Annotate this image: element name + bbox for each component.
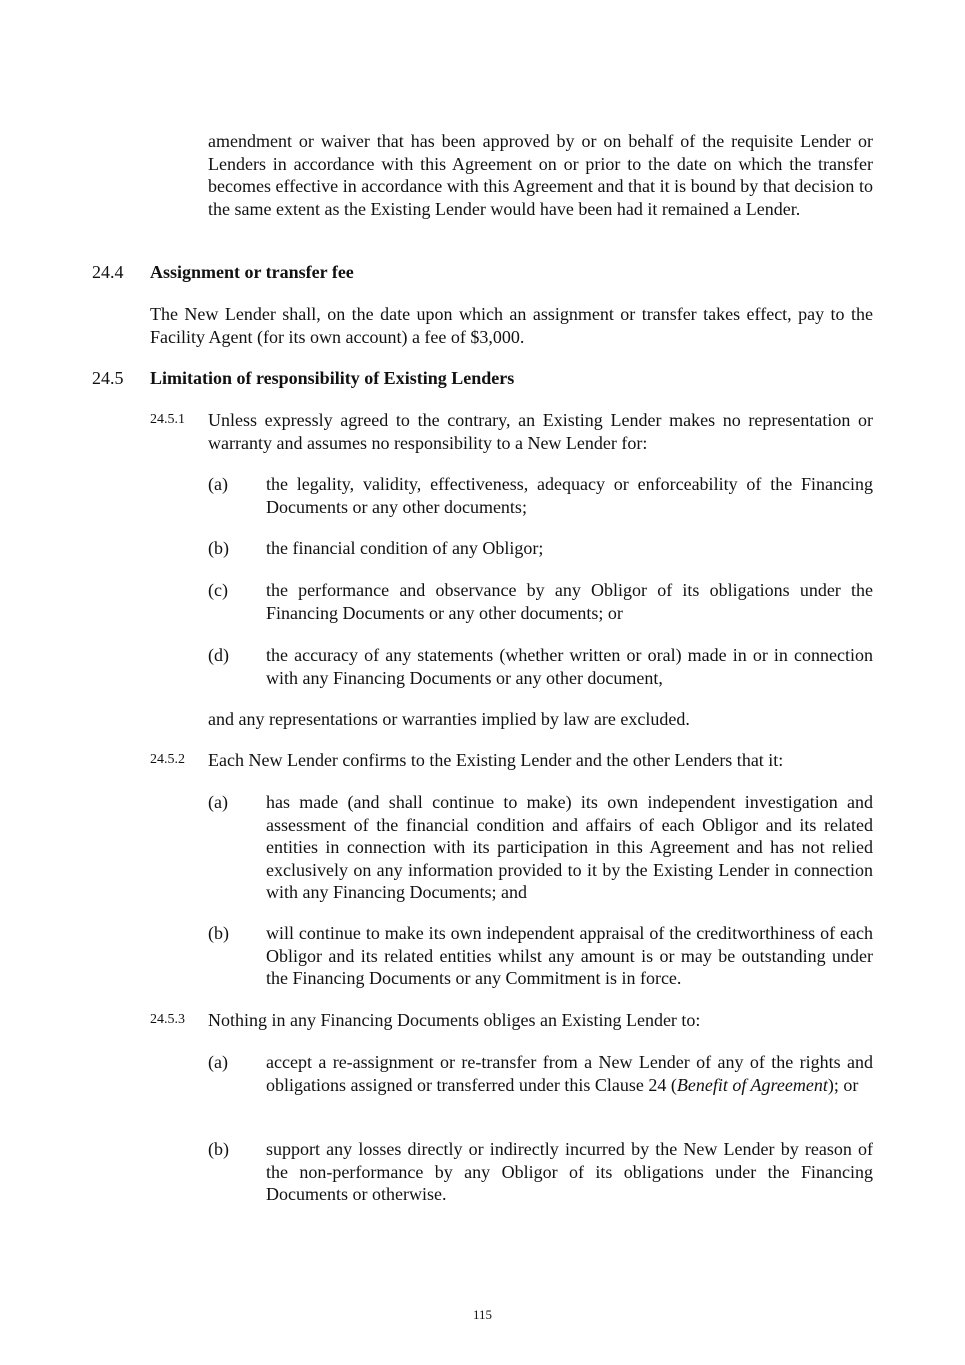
clause-24-4-number: 24.4 xyxy=(92,262,124,282)
list-item-text: the performance and observance by any Obligor of its obligations under the Financing Documents or any other documents; or xyxy=(266,580,873,623)
clause-24-5-1-text: Unless expressly agreed to the contrary, an Existing Lender makes no representation or warranty and assumes no responsibility to a New Lender for: xyxy=(208,410,873,453)
list-item-label: (a) xyxy=(208,1052,228,1072)
list-item-label: (b) xyxy=(208,538,229,558)
clause-24-5-number: 24.5 xyxy=(92,368,124,388)
list-item-text: the legality, validity, effectiveness, adequacy or enforceability of the Financing Documents or any other documents; xyxy=(266,474,873,517)
list-item-text-part: ); or xyxy=(827,1074,859,1095)
list-item-label: (a) xyxy=(208,474,228,494)
intro-paragraph: amendment or waiver that has been approved by or on behalf of the requisite Lender or Lenders in accordance with this Agreement on or prior to the date on which the transfer becomes effective in accordance with this Agreement and that it is bound by that decision to the same extent as the Existing Lender would have been had it remained a Lender. xyxy=(208,131,873,219)
list-item-text: the accuracy of any statements (whether written or oral) made in or in connection with any Financing Documents or any other document, xyxy=(266,645,873,688)
list-item-text: support any losses directly or indirectly incurred by the New Lender by reason of the non-performance by any Obligor of its obligations under the Financing Documents or otherwise. xyxy=(266,1139,873,1204)
list-item-text: the financial condition of any Obligor; xyxy=(266,538,544,558)
list-item-text-part: accept a re-assignment or re-transfer from a New Lender of any of the rights and obligations assigned or transferred under this Clause 24 ( xyxy=(266,1052,873,1095)
clause-24-5-2-number: 24.5.2 xyxy=(150,752,185,767)
list-item-label: (d) xyxy=(208,645,229,665)
list-item-label: (c) xyxy=(208,580,228,600)
clause-24-4-heading: Assignment or transfer fee xyxy=(150,262,354,282)
clause-reference-italic: Benefit of Agreement xyxy=(676,1074,828,1095)
page-number: 115 xyxy=(472,1307,493,1322)
list-item-label: (a) xyxy=(208,792,228,812)
clause-24-5-1-number: 24.5.1 xyxy=(150,412,185,427)
clause-24-4-body: The New Lender shall, on the date upon which an assignment or transfer takes effect, pay to the Facility Agent (for its own account) a fee of $3,000. xyxy=(150,304,873,347)
list-item-label: (b) xyxy=(208,923,229,943)
list-item-text xyxy=(266,1051,873,1096)
list-item-text: has made (and shall continue to make) its own independent investigation and assessment of the financial condition and affairs of each Obligor and its related entities in connection with its participation in this Agreement and has not relied exclusively on any information provided to it by the Existing Lender in connection with any Financing Documents; and xyxy=(266,792,873,902)
clause-24-5-3-number: 24.5.3 xyxy=(150,1012,185,1027)
list-item-text: will continue to make its own independent appraisal of the creditworthiness of each Obligor and its related entities whilst any amount is or may be outstanding under the Financing Documents or any Commitment is in force. xyxy=(266,923,873,988)
clause-24-5-heading: Limitation of responsibility of Existing Lenders xyxy=(150,368,515,388)
clause-24-5-3-text: Nothing in any Financing Documents obliges an Existing Lender to: xyxy=(208,1010,701,1030)
list-item-label: (b) xyxy=(208,1139,229,1159)
clause-24-5-2-text: Each New Lender confirms to the Existing Lender and the other Lenders that it: xyxy=(208,750,784,770)
clause-24-5-1-tail: and any representations or warranties implied by law are excluded. xyxy=(208,709,690,729)
